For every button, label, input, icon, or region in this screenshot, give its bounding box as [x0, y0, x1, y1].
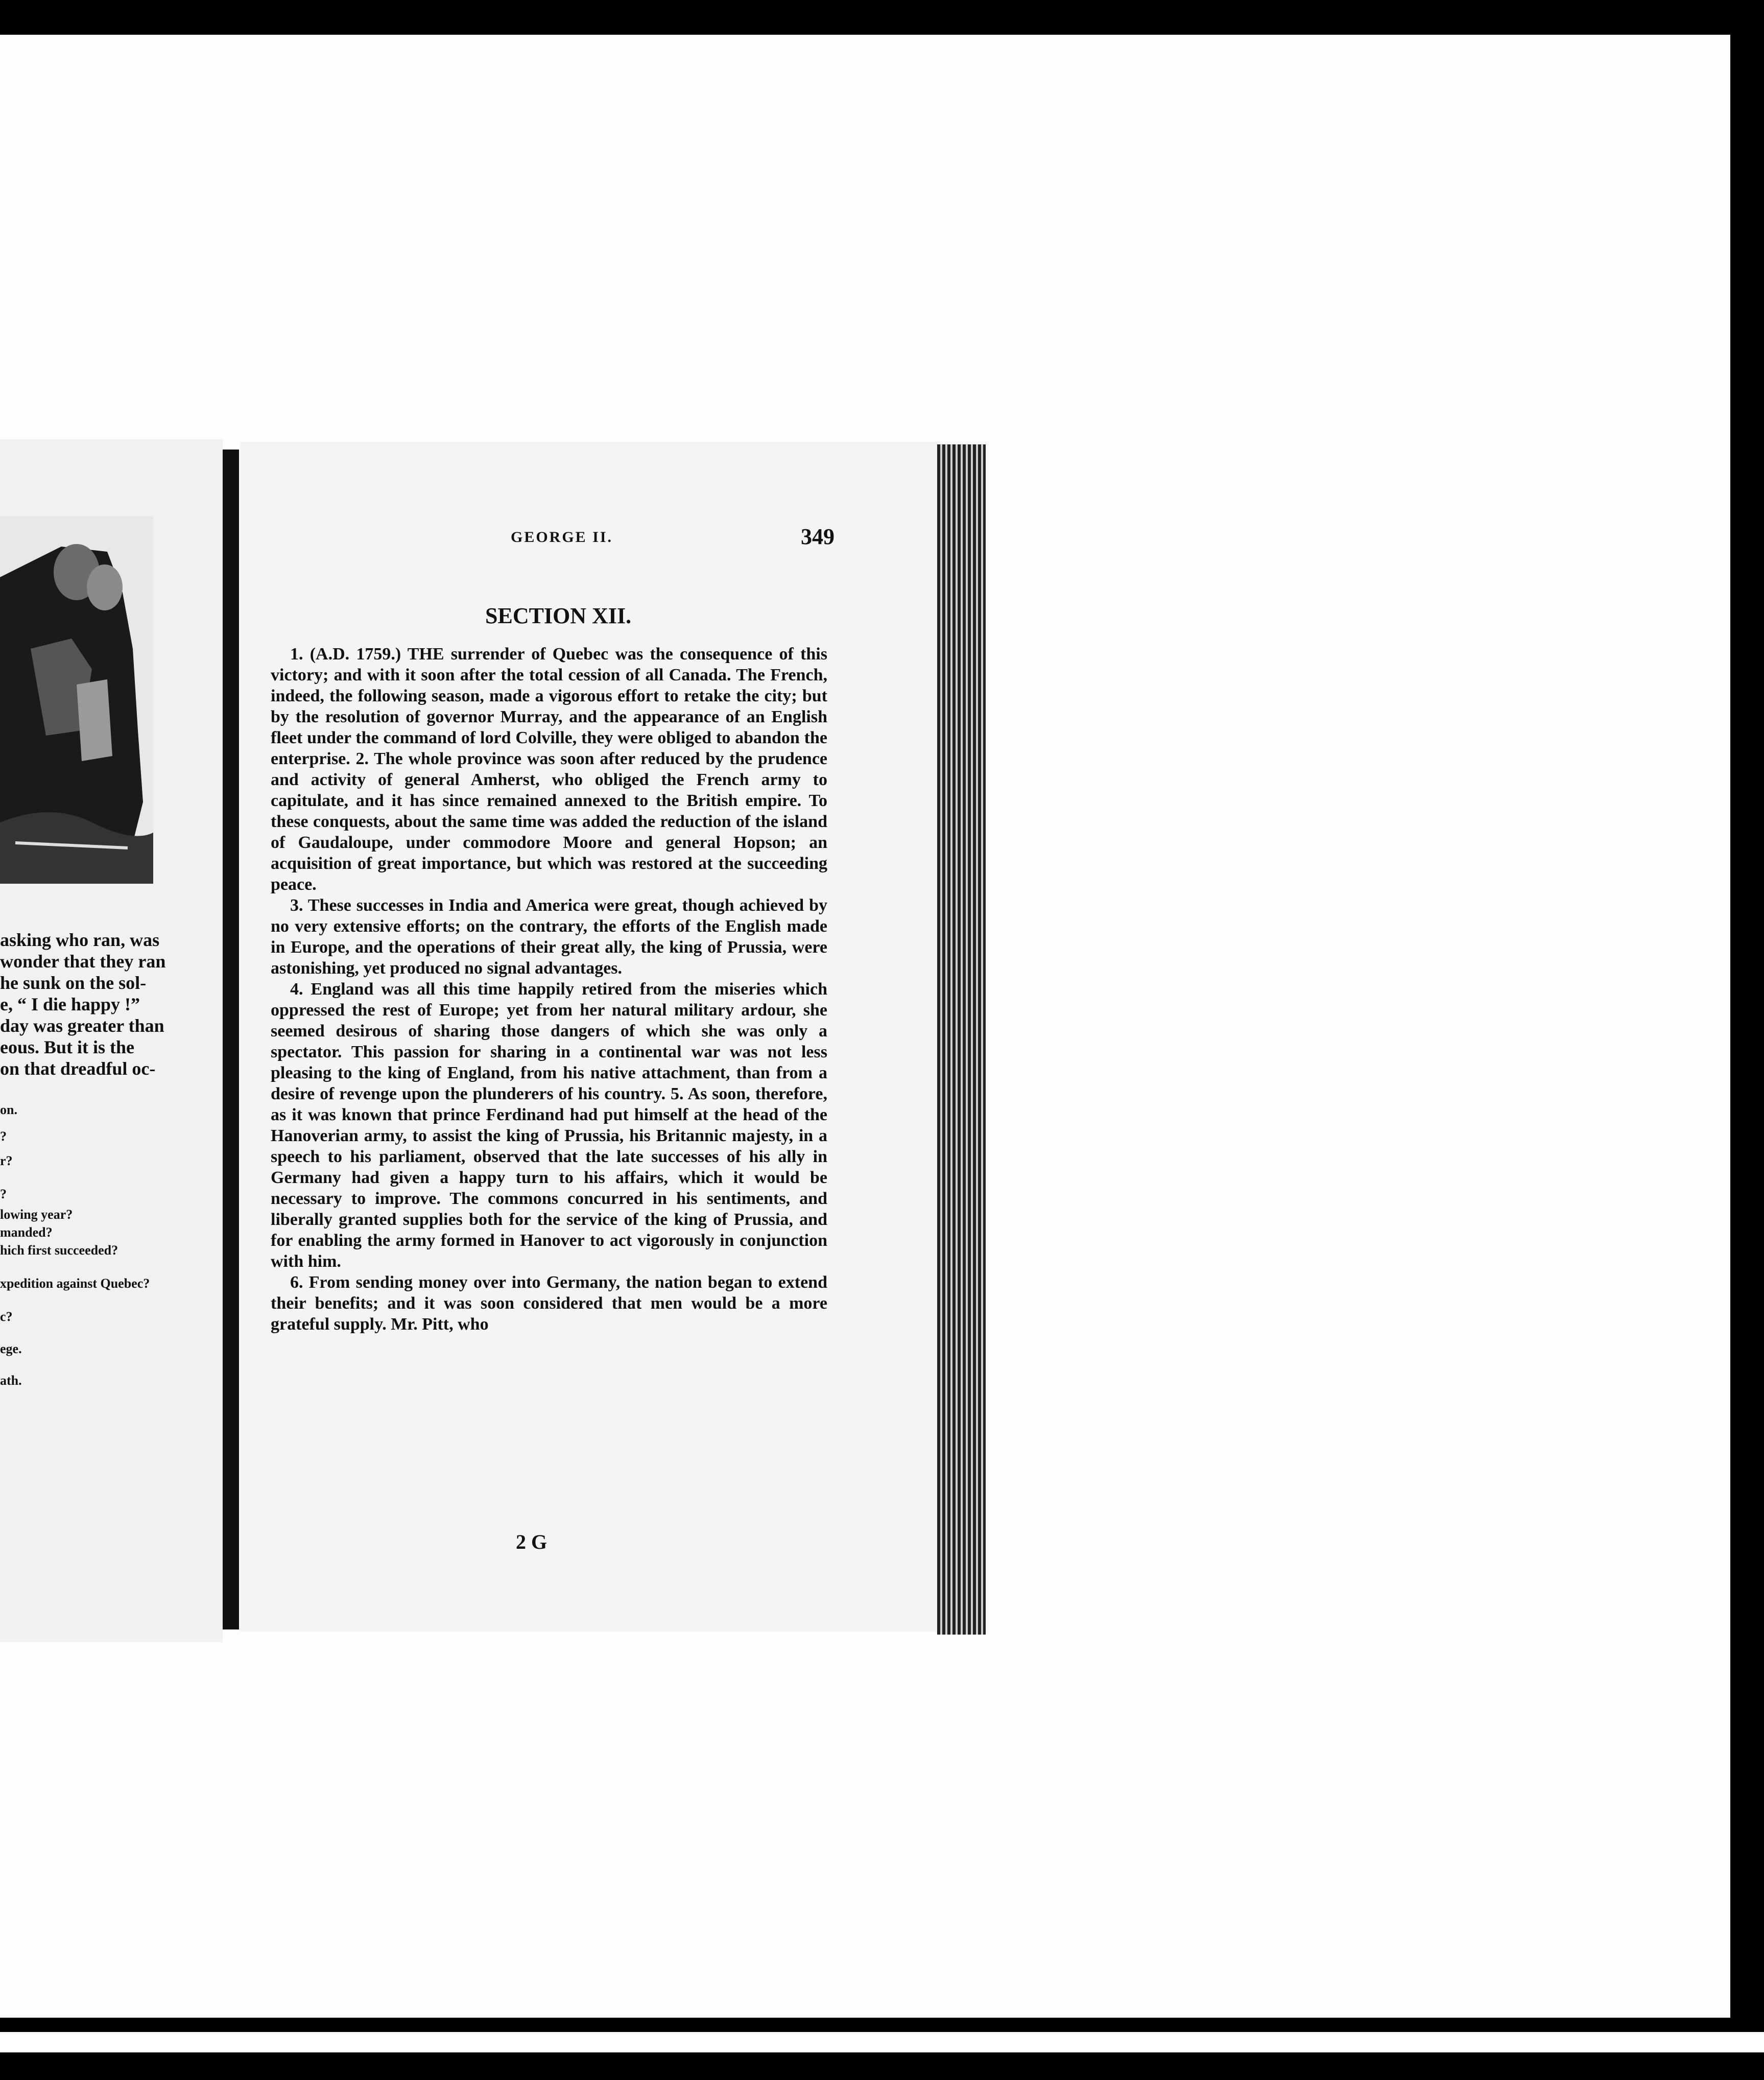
left-question-line: c? [0, 1309, 13, 1324]
page-number: 349 [801, 524, 835, 549]
left-text-line: eous. But it is the [0, 1037, 135, 1057]
woodcut-figures-icon [0, 516, 153, 884]
body-text [271, 644, 827, 1335]
left-question-line: ath. [0, 1373, 22, 1388]
left-question-line: xpedition against Quebec? [0, 1276, 150, 1291]
paragraph: 4. England was all this time happily retired from the miseries which oppressed the rest of Europe; yet from her natural military ardour, she seemed desirous of sharing those dangers of which she was only a spectator. This passion for sharing in a continental war was not less pleasing to the king of England, from his native attachment, than from a desire of revenge upon the plunderers of his country. 5. As soon, therefore, as it was known that prince Ferdinand had put himself at the head of the Hanoverian army, to assist the king of Prussia, his Britannic majesty, in a speech to his parliament, observed that the late successes of his ally in Germany had given a happy turn to his affairs, which it would be necessary to improve. The commons concurred in his sentiments, and liberally granted supplies both for the service of the king of Prussia, and for enabling the army formed in Hanover to act vigorously in conjunction with him. [271, 980, 827, 1271]
left-question-line: r? [0, 1153, 13, 1168]
section-title: SECTION XII. [485, 603, 632, 628]
left-text-line: asking who ran, was [0, 930, 160, 950]
left-question-line: ? [0, 1129, 7, 1144]
left-question-line: ? [0, 1187, 7, 1201]
next-frame-strip [0, 2032, 1764, 2052]
left-text-line: wonder that they ran [0, 951, 166, 972]
paragraph: 1. (A.D. 1759.) THE surrender of Quebec was the consequence of this victory; and with it soon after the total cession of all Canada. The French, indeed, the following season, made a vigorous effort to retake the city; but by the resolution of governor Murray, and the appearance of an English fleet under the command of lord Colville, they were obliged to abandon the enterprise. 2. The whole province was soon after reduced by the prudence and activity of general Amherst, who obliged the French army to capitulate, and it has since remained annexed to the British empire. To these conquests, about the same time was added the reduction of the island of Gaudaloupe, under commodore Moore and general Hopson; an acquisition of great importance, but which was restored at the succeeding peace. [271, 645, 827, 894]
left-text-line: he sunk on the sol- [0, 973, 147, 993]
paragraph: 6. From sending money over into Germany, the nation began to extend their benefits; and it was soon considered that men would be a more grateful supply. Mr. Pitt, who [271, 1273, 827, 1334]
left-text-line: e, “ I die happy !” [0, 994, 140, 1014]
left-question-line: ege. [0, 1341, 22, 1356]
paragraph: 3. These successes in India and America were great, though achieved by no very extensive efforts; on the contrary, the efforts of the English made in Europe, and the operations of their great ally, the king of Prussia, were astonishing, yet produced no signal advantages. [271, 896, 827, 978]
left-text-line: day was greater than [0, 1015, 164, 1036]
left-question-line: lowing year? [0, 1207, 73, 1222]
left-text-line: on that dreadful oc- [0, 1058, 156, 1079]
left-question-line: hich first succeeded? [0, 1243, 118, 1258]
signature-mark: 2 G [516, 1530, 547, 1553]
woodcut-illustration [0, 516, 153, 884]
book-gutter [223, 450, 239, 1629]
running-head: GEORGE II. [511, 529, 613, 546]
left-page [0, 439, 223, 1642]
left-question-line: manded? [0, 1225, 53, 1240]
left-question-line: on. [0, 1102, 17, 1117]
page-edges [937, 444, 986, 1635]
